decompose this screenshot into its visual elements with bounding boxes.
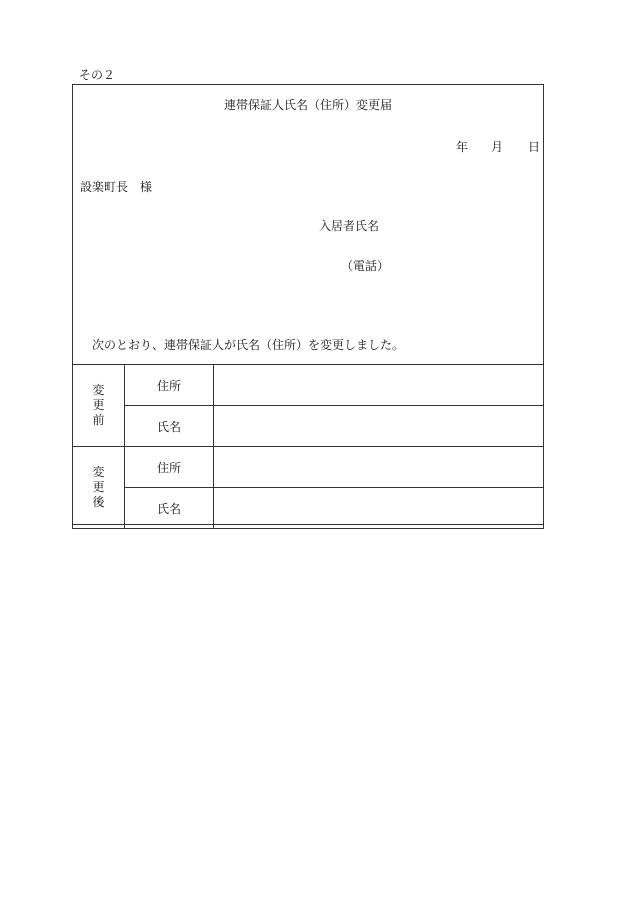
after-label-char: 変 <box>92 465 105 479</box>
before-label-char: 変 <box>92 383 105 397</box>
before-address-field[interactable] <box>214 365 544 406</box>
before-name-row <box>73 406 544 447</box>
after-name-row <box>73 488 544 529</box>
statement-text: 次のとおり、連帯保証人が氏名（住所）を変更しました。 <box>92 338 405 352</box>
after-address-row <box>73 447 544 488</box>
after-name-field[interactable] <box>214 488 544 529</box>
after-address-label: 住所 <box>125 447 214 488</box>
form-number: その２ <box>79 68 116 82</box>
after-address-field[interactable] <box>214 447 544 488</box>
addressee: 設楽町長 様 <box>80 180 153 194</box>
date-day-label: 日 <box>528 140 541 154</box>
change-notification-form <box>72 84 544 525</box>
before-address-row <box>73 365 544 406</box>
before-label-char: 更 <box>92 398 105 412</box>
before-address-label: 住所 <box>125 365 214 406</box>
change-details-table <box>72 364 544 529</box>
resident-name-label: 入居者氏名 <box>319 219 380 233</box>
form-header <box>73 85 543 365</box>
after-change-label <box>73 447 125 529</box>
phone-label: （電話） <box>341 259 390 273</box>
after-label-char: 後 <box>92 495 105 509</box>
before-label-char: 前 <box>92 413 105 427</box>
before-name-field[interactable] <box>214 406 544 447</box>
date-year-label: 年 <box>456 140 469 154</box>
date-month-label: 月 <box>491 140 504 154</box>
form-title: 連帯保証人氏名（住所）変更届 <box>223 98 392 112</box>
before-change-label <box>73 365 125 447</box>
before-name-label: 氏名 <box>125 406 214 447</box>
after-label-char: 更 <box>92 480 105 494</box>
after-name-label: 氏名 <box>125 488 214 529</box>
